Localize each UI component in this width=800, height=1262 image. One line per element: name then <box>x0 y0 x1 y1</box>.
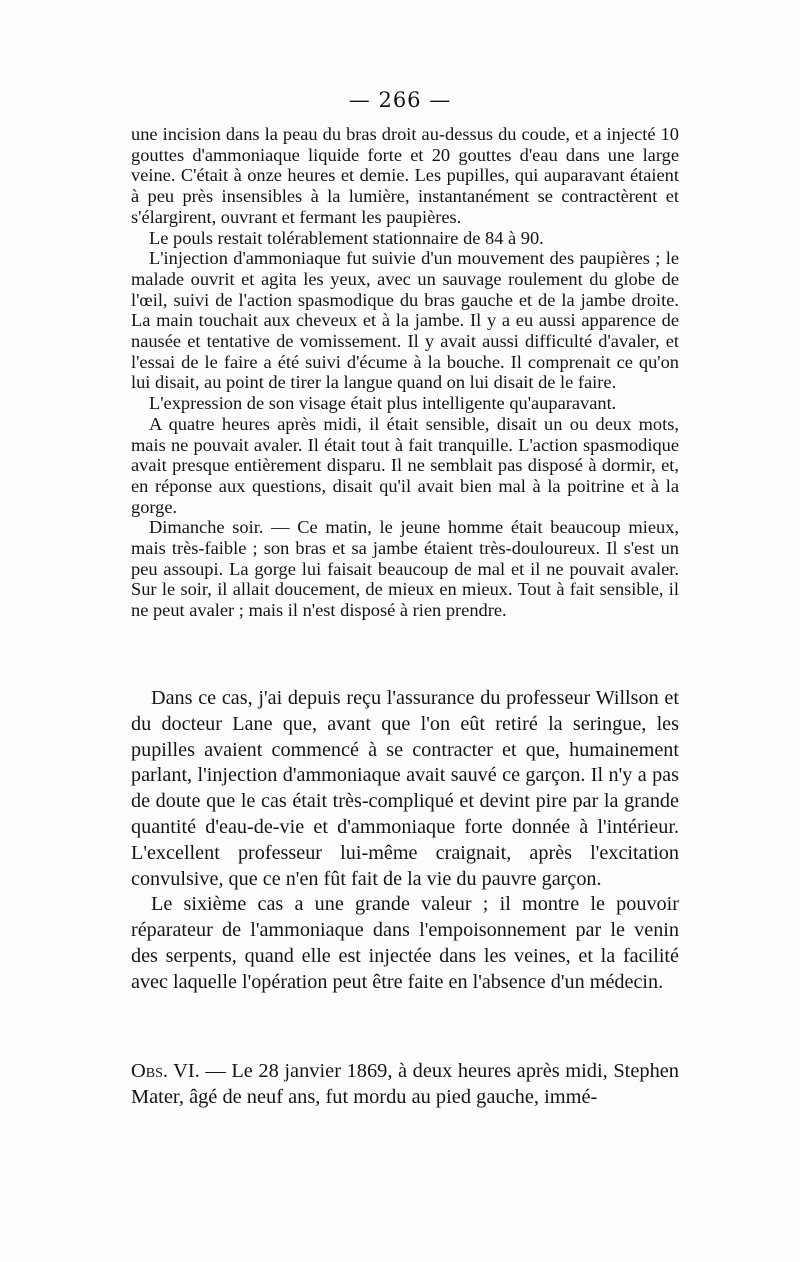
page-number: — 266 — <box>348 88 452 112</box>
paragraph-injection-effects: L'injection d'ammoniaque fut suivie d'un mouvement des paupières ; le malade ouvrit et agita les yeux, avec un sauvage roulement du globe de l'œil, suivi de l'action spasmodique du bras gauche et de la jambe droite. La main touchait aux cheveux et à la jambe. Il y a eu aussi apparence de nausée et tentative de vomissement. Il y avait aussi difficulté d'avaler, et l'essai de le faire a été suivi d'écume à la bouche. Il comprenait ce qu'on lui disait, au point de tirer la langue quand on lui disait de le faire. <box>131 248 679 393</box>
paragraph-pulse: Le pouls restait tolérablement stationnaire de 84 à 90. <box>149 227 544 248</box>
paragraph-four-oclock: A quatre heures après midi, il était sensible, disait un ou deux mots, mais ne pouvait avaler. Il était tout à fait tranquille. L'action spasmodique avait presque entièrement disparu. Il ne semblait pas disposé à dormir, et, en réponse aux questions, disait qu'il avait bien mal à la poitrine et à la gorge. <box>131 413 679 517</box>
observation-paragraph <box>131 1058 679 1110</box>
paragraph-incision: une incision dans la peau du bras droit au-dessus du coude, et a injecté 10 gouttes d'ammoniaque liquide forte et 20 gouttes d'eau dans une large veine. C'était à onze heures et demie. Les pupilles, qui auparavant étaient à peu près insensibles à la lumière, instantanément se contractèrent et s'élargirent, ouvrant et fermant les paupières. <box>131 124 679 227</box>
observation-label: Obs. VI. <box>131 1060 200 1082</box>
observation-block <box>131 1058 679 1110</box>
paragraph-expression: L'expression de son visage était plus intelligente qu'auparavant. <box>149 393 617 414</box>
observation-text: — Le 28 janvier 1869, à deux heures après midi, Stephen Mater, âgé de neuf ans, fut mordu au pied gauche, immé- <box>131 1060 680 1108</box>
commentary-block <box>131 686 679 996</box>
paragraph-sixth-case: Le sixième cas a une grande valeur ; il montre le pouvoir réparateur de l'ammoniaque dans l'empoisonnement par le venin des serpents, quand elle est injectée dans les veines, et la facilité avec laquelle l'opération peut être faite en l'absence d'un médecin. <box>131 893 679 993</box>
case-notes-block <box>131 124 679 621</box>
paragraph-assurance: Dans ce cas, j'ai depuis reçu l'assurance du professeur Willson et du docteur Lane que, avant que l'on eût retiré la seringue, les pupilles avaient commencé à se contracter et que, humainement parlant, l'injection d'ammoniaque avait sauvé ce garçon. Il n'y a pas de doute que le cas était très-compliqué et devint pire par la grande quantité d'eau-de-vie et d'ammoniaque forte donnée à l'intérieur. L'excellent professeur lui-même craignait, après l'excitation convulsive, que ce n'en fût fait de la vie du pauvre garçon. <box>131 687 679 890</box>
paragraph-sunday-evening: Dimanche soir. — Ce matin, le jeune homme était beaucoup mieux, mais très-faible ; son bras et sa jambe étaient très-douloureux. Il s'est un peu assoupi. La gorge lui faisait beaucoup de mal et il ne pouvait avaler. Sur le soir, il allait doucement, de mieux en mieux. Tout à fait sensible, il ne peut avaler ; mais il n'est disposé à rien prendre. <box>131 517 679 621</box>
